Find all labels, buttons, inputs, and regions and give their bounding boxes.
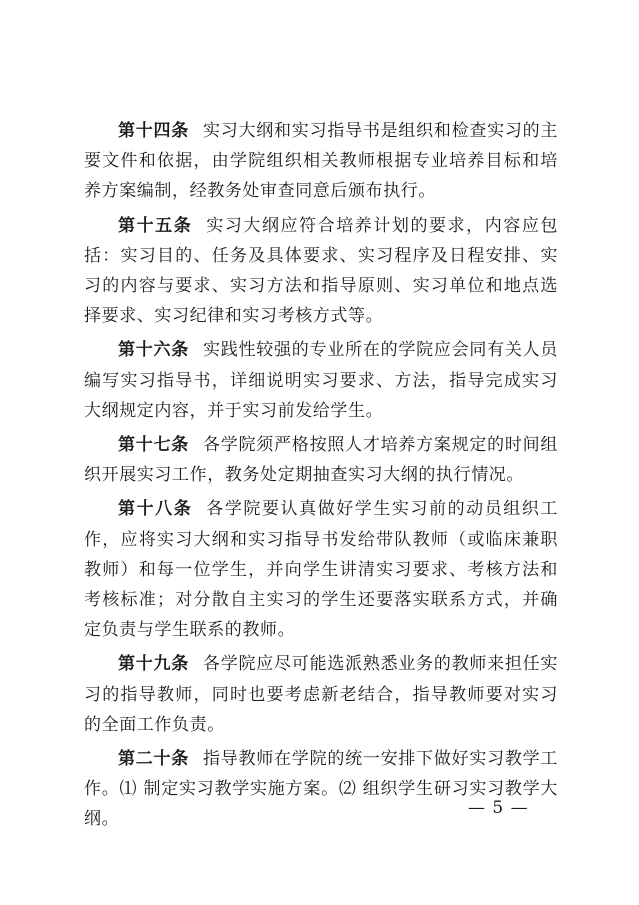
article-text: 各学院应尽可能选派熟悉业务的教师来担任实习的指导教师，同时也要考虑新老结合，指导教师要对实习的全面工作负责。 (84, 654, 558, 735)
article-number: 第十五条 (118, 215, 193, 236)
article-text: 各学院要认真做好学生实习前的动员组织工作，应将实习大纲和实习指导书发给带队教师（或临床兼职教师）和每一位学生，并向学生讲清实习要求、考核方法和考核标准；对分散自主实习的学生还要落实联系方式，并确定负责与学生联系的教师。 (84, 499, 558, 641)
article-14 (84, 116, 558, 207)
article-number: 第十四条 (118, 121, 190, 141)
article-16 (84, 335, 558, 426)
article-text: 实习大纲和实习指导书是组织和检查实习的主要文件和依据，由学院组织相关教师根据专业培养目标和培养方案编制，经教务处审查同意后颁布执行。 (84, 121, 558, 202)
page-number: — 5 — (468, 798, 529, 818)
article-number: 第十九条 (118, 654, 190, 675)
article-19 (84, 649, 558, 740)
article-text: 各学院须严格按照人才培养方案规定的时间组织开展实习工作，教务处定期抽查实习大纲的执行情况。 (84, 435, 558, 486)
article-number: 第二十条 (118, 749, 190, 770)
article-20 (84, 744, 558, 835)
article-18 (84, 494, 558, 645)
article-text: 实习大纲应符合培养计划的要求，内容应包括：实习目的、任务及具体要求、实习程序及日程安排、实习的内容与要求、实习方法和指导原则、实习单位和地点选择要求、实习纪律和实习考核方式等。 (84, 215, 558, 327)
article-number: 第十八条 (118, 499, 193, 520)
article-17 (84, 430, 558, 490)
article-text: 指导教师在学院的统一安排下做好实习教学工作。⑴ 制定实习教学实施方案。⑵ 组织学生研习实习教学大纲。 (84, 749, 558, 830)
article-15 (84, 211, 558, 332)
article-text: 实践性较强的专业所在的学院应会同有关人员编写实习指导书，详细说明实习要求、方法，指导完成实习大纲规定内容，并于实习前发给学生。 (84, 340, 558, 421)
article-number: 第十六条 (118, 340, 190, 361)
article-number: 第十七条 (118, 435, 190, 456)
article-list (84, 116, 558, 839)
